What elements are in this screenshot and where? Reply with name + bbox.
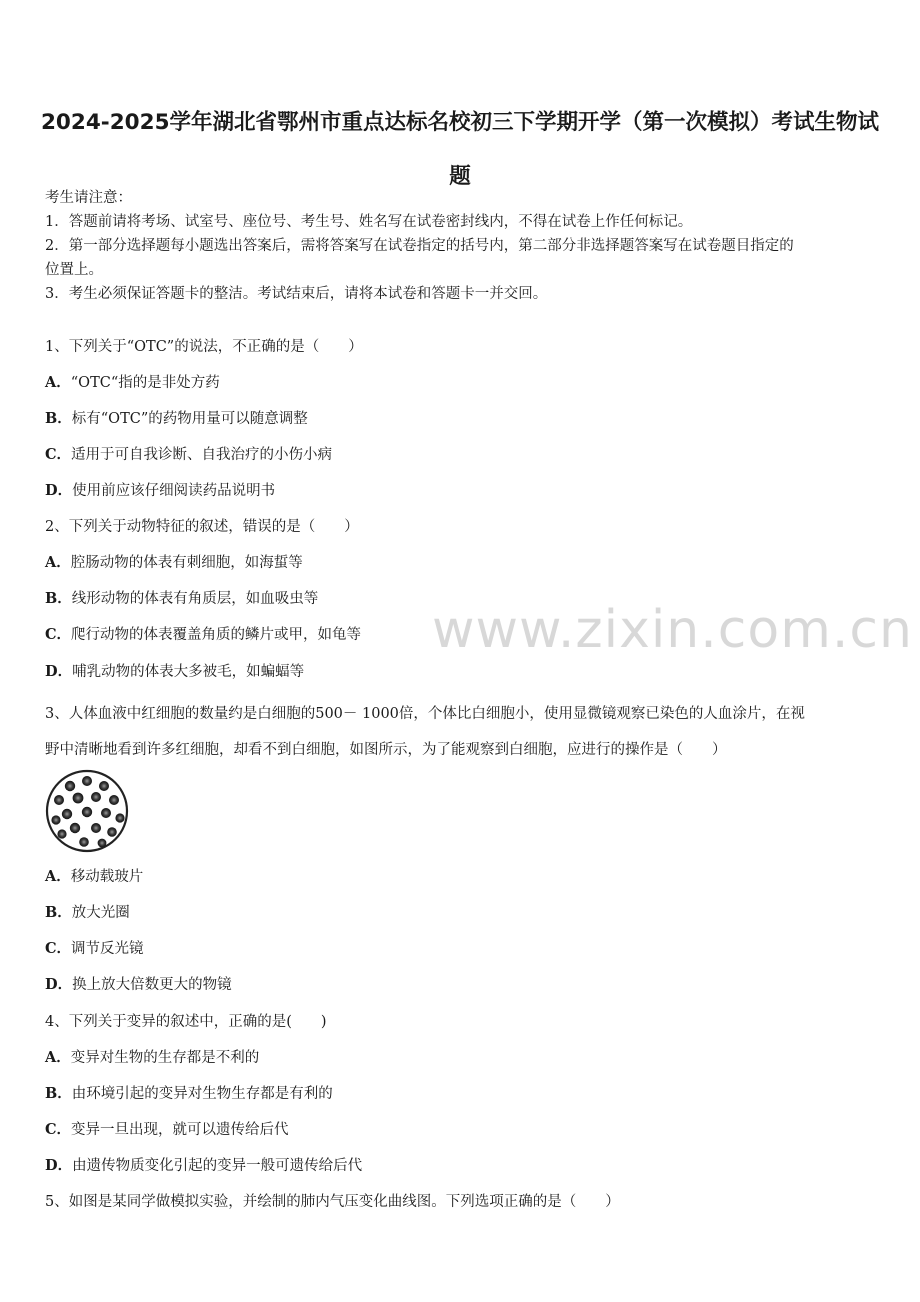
option-text: 由遗传物质变化引起的变异一般可遗传给后代 [72, 1158, 363, 1174]
option-text: 标有“OTC”的药物用量可以随意调整 [71, 411, 308, 427]
question-4-option-b [45, 1084, 333, 1104]
option-letter: D． [45, 482, 73, 499]
option-text: 哺乳动物的体表大多被毛，如蝙蝠等 [72, 664, 305, 680]
question-2-stem: 2、下列关于动物特征的叙述，错误的是（ ） [45, 519, 359, 535]
option-letter: D． [45, 976, 73, 993]
question-1-option-c [45, 445, 332, 465]
question-4-stem: 4、下列关于变异的叙述中，正确的是( ) [45, 1014, 327, 1030]
question-3-option-a [45, 867, 143, 887]
exam-title-line2: 题 [449, 164, 471, 189]
option-letter: C． [45, 1121, 72, 1138]
option-text: 调节反光镜 [71, 941, 144, 957]
question-2-option-b [45, 589, 318, 609]
question-4-option-c [45, 1120, 289, 1140]
option-text: 移动载玻片 [70, 869, 144, 885]
notice-item: 1．答题前请将考场、试室号、座位号、考生号、姓名写在试卷密封线内，不得在试卷上作任何标记。 [45, 214, 693, 230]
option-text: 变异一旦出现，就可以遗传给后代 [71, 1122, 289, 1138]
microscope-field-icon [42, 768, 134, 856]
notice-item: 位置上。 [45, 262, 103, 278]
question-1-option-d [45, 481, 275, 501]
watermark: www.zixin.com.cn [432, 600, 913, 660]
question-2-option-a [45, 553, 303, 573]
question-1-option-b [45, 409, 308, 429]
blood-smear-figure [42, 768, 134, 860]
option-text: 使用前应该仔细阅读药品说明书 [72, 483, 276, 499]
option-letter: B． [45, 410, 72, 427]
notice-heading: 考生请注意： [45, 190, 132, 206]
option-letter: D． [45, 1157, 73, 1174]
option-text: 放大光圈 [71, 905, 130, 921]
option-letter: A． [45, 554, 71, 571]
option-letter: C． [45, 446, 72, 463]
question-3-stem-line1: 3、人体血液中红细胞的数量约是白细胞的500－ 1000倍，个体比白细胞小，使用显微镜观察已染色的人血涂片，在视 [45, 706, 805, 722]
option-text: 换上放大倍数更大的物镜 [72, 977, 232, 993]
option-letter: B． [45, 904, 72, 921]
question-5-stem: 5、如图是某同学做模拟实验，并绘制的肺内气压变化曲线图。下列选项正确的是（ ） [45, 1194, 620, 1210]
option-text: 腔肠动物的体表有刺细胞，如海蜇等 [70, 555, 303, 571]
option-letter: C． [45, 626, 72, 643]
option-letter: A． [45, 374, 71, 391]
question-3-stem [45, 696, 885, 768]
option-letter: A． [45, 1049, 71, 1066]
notice-item: 2．第一部分选择题每小题选出答案后，需将答案写在试卷指定的括号内，第二部分非选择题答案写在试卷题目指定的 [45, 238, 794, 254]
question-2-option-d [45, 662, 304, 682]
option-text: 由环境引起的变异对生物生存都是有利的 [71, 1086, 333, 1102]
question-3-option-b [45, 903, 130, 923]
option-text: “OTC“指的是非处方药 [70, 375, 220, 391]
option-text: 变异对生物的生存都是不利的 [70, 1050, 260, 1066]
option-text: 线形动物的体表有角质层，如血吸虫等 [71, 591, 319, 607]
option-letter: B． [45, 1085, 72, 1102]
option-letter: A． [45, 868, 71, 885]
option-letter: B． [45, 590, 72, 607]
exam-title-line1: 2024-2025学年湖北省鄂州市重点达标名校初三下学期开学（第一次模拟）考试生物试 [40, 110, 880, 135]
question-4-option-d [45, 1156, 362, 1176]
notice-block [45, 186, 885, 306]
option-text: 适用于可自我诊断、自我治疗的小伤小病 [71, 447, 333, 463]
question-1-option-a [45, 373, 220, 393]
notice-item: 3．考生必须保证答题卡的整洁。考试结束后，请将本试卷和答题卡一并交回。 [45, 286, 548, 302]
question-2-option-c [45, 625, 361, 645]
option-letter: D． [45, 663, 73, 680]
question-1-stem: 1、下列关于“OTC”的说法，不正确的是（ ） [45, 339, 363, 355]
question-4-option-a [45, 1048, 259, 1068]
question-3-option-d [45, 975, 232, 995]
option-text: 爬行动物的体表覆盖角质的鳞片或甲，如龟等 [71, 627, 362, 643]
option-letter: C． [45, 940, 72, 957]
question-3-option-c [45, 939, 144, 959]
question-3-stem-line2: 野中清晰地看到许多红细胞，却看不到白细胞，如图所示，为了能观察到白细胞，应进行的操作是（ ） [45, 742, 727, 758]
